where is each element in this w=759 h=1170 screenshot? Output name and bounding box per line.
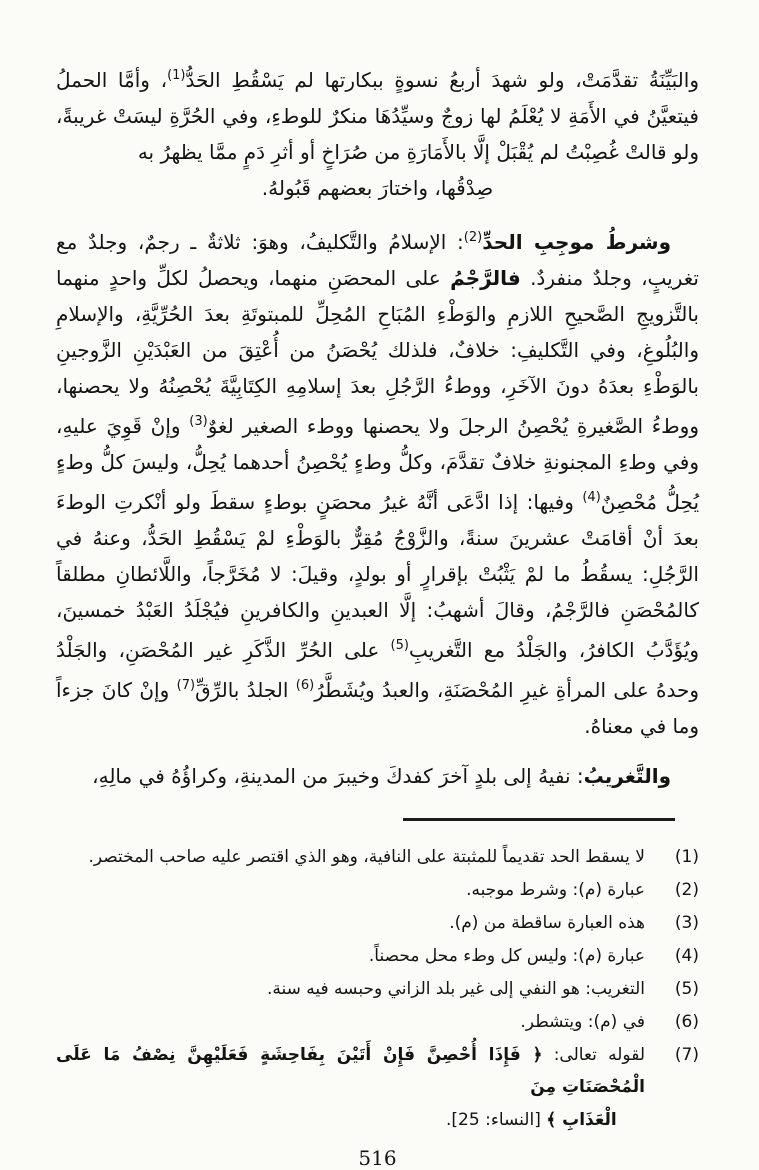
text-segment: التغريب: هو النفي إلى غير بلد الزاني وحبسه فيه سنة.: [266, 979, 645, 999]
footnote-text: [56, 907, 645, 939]
paragraph-conditions-of-hadd: [56, 220, 699, 744]
text-segment: هذه العبارة ساقطة من (م).: [449, 913, 645, 933]
text-segment: الجلدُ بالرِّقِّ: [195, 678, 296, 702]
bold-lead-in: وشرطُ موجِبِ الحدِّ: [482, 230, 671, 254]
footnote-ref-marker: (4): [582, 490, 601, 505]
footnote-7: [56, 1039, 699, 1103]
footnote-6: [56, 1006, 699, 1038]
footnote-3: [56, 907, 699, 939]
text-segment: وإنْ قَوِيَ عليهِ، وفي وطءِ المجنونةِ خلافٌ تقدَّمَ، وكلُّ وطءٍ يُحْصِنُ أحدهما يُحِلُّ، وليسَ كلُّ وطءٍ يُحِلُّ مُحْصِنٌ: [56, 414, 700, 514]
bold-lead-in: والتَّغريبُ: [583, 764, 671, 788]
paragraph-evidence: [56, 58, 699, 170]
footnote-text: [56, 940, 645, 972]
footnote-ref-marker: (1): [167, 68, 186, 83]
paragraph-banishment: [56, 758, 699, 794]
text-segment: [النساء: 25].: [446, 1110, 547, 1130]
footnote-ref-marker: (7): [176, 678, 196, 693]
footnote-number: (4): [674, 946, 699, 966]
footnote-4: [56, 940, 699, 972]
footnote-number: (1): [674, 847, 699, 867]
footnote-7-continuation: [56, 1104, 699, 1136]
footnote-text: [56, 874, 645, 906]
footnote-text: [56, 841, 645, 873]
text-segment: لقوله تعالى:: [542, 1045, 645, 1065]
text-segment: : نفيهُ إلى بلدٍ آخرَ كفدكَ وخيبرَ من المدينةِ، وكراؤُهُ في مالِهِ،: [92, 764, 584, 788]
footnote-number: (3): [674, 913, 699, 933]
footnote-number: (5): [674, 979, 699, 999]
footnote-ref-marker: (2): [463, 230, 483, 245]
footnote-number: (2): [674, 880, 699, 900]
text-segment: وإنْ كانَ جزءاً وما في معناهُ.: [56, 678, 699, 738]
quran-verse: ﴿ فَإِذَا أُحْصِنَّ فَإِنْ أَتَيْنَ بِفَاحِشَةٍ فَعَلَيْهِنَّ نِصْفُ مَا عَلَى الْمُحْصَنَاتِ مِنَ: [56, 1045, 645, 1097]
bold-lead-in: فالرَّجْمُ: [450, 266, 521, 290]
footnote-ref-marker: (3): [189, 414, 208, 429]
text-segment: عبارة (م): وليس كل وطء محل محصناً.: [368, 946, 645, 966]
footnote-1: [56, 841, 699, 873]
text-segment: وفيها: إذا ادَّعَى أنَّهُ غيرُ محصَنٍ بوطءٍ سقطَ ولو أنْكرتِ الوطءَ بعدَ أنْ أقامَتْ عشرينَ سنةً، والزَّوْجُ مُقِرٌّ بالوَطْءِ لمْ يَسْقُطِ الحَدُّ، وعنهُ في الرَّجُلِ: يسقُطُ ما لمْ يَثْبُتْ بإقرارٍ أو بولدٍ، وقيلَ: لا مُخَرَّجاً، واللَّائطانِ مطلقاً كالمُحْصَنِ فالرَّجْمُ، وقالَ أشهبُ: إلَّا العبدينِ والكافرينِ فيُجْلَدُ العَبْدُ خمسينَ، ويُؤَدَّبُ الكافرُ، والجَلْدُ مع التَّغريبِ: [56, 490, 699, 662]
paragraph-evidence-last-line: صِدْقُها، واختارَ بعضهم قَبُولهُ.: [261, 176, 494, 200]
footnote-text: [56, 1006, 645, 1038]
footnote-text: [56, 973, 645, 1005]
footnote-ref-marker: (5): [390, 638, 409, 653]
text-segment: على الحُرِّ الذَّكَرِ غير المُحْصَنِ، والجَلْدُ وحدهُ على المرأةِ غيرِ المُحْصَنَةِ، والعبدُ ويُشَطَّرُ: [56, 638, 700, 702]
footnote-separator-rule: [403, 818, 675, 821]
main-text-block: [56, 58, 699, 794]
quran-verse: الْعَذَابِ ﴾: [546, 1110, 617, 1130]
text-segment: والبَيِّنَةُ تقدَّمَتْ، ولو شهدَ أربعُ نسوةٍ ببكارتها لم يَسْقُطِ الحَدُّ: [185, 68, 699, 92]
text-segment: على المحصَنِ منهما، ويحصلُ لكلِّ واحدٍ منهما بالتَّزويجِ الصَّحيحِ اللازمِ والوَطْءِ المُبَاحِ المُحِلِّ للمبتوتَةِ بعدَ الحُرِّيَّةِ، والإسلامِ والبُلُوغِ، وفي التَّكليفِ: خلافٌ، فلذلك يُحْصَنُ من أُعْتِقَ من العَبْدَيْنِ الزَّوجينِ بالوَطْءِ بعدَهُ دونَ الآخَرِ، ووطءُ الرَّجُلِ بعدَ إسلامِهِ الكِتَابِيَّةَ يُحْصِنُهُ ولا يحصنها، ووطءُ الصَّغيرةِ يُحْصِنُ الرجلَ ولا يحصنها ووطء الصغير لغوٌ: [56, 266, 699, 438]
footnote-ref-marker: (6): [295, 678, 315, 693]
text-segment: عبارة (م): وشرط موجبه.: [466, 880, 645, 900]
footnote-text-quran: [56, 1039, 645, 1103]
text-segment: لا يسقط الحد تقديماً للمثبتة على النافية، وهو الذي اقتصر عليه صاحب المختصر.: [88, 847, 645, 867]
footnote-2: [56, 874, 699, 906]
page-number: 516: [358, 1146, 397, 1170]
text-segment: : الإسلامُ والتَّكليفُ، وهوَ: ثلاثةٌ ـ رجمٌ، وجلدٌ مع تغريبٍ، وجلدٌ منفردٌ.: [56, 230, 699, 290]
footnotes-block: [56, 841, 699, 1136]
text-segment: في (م): ويتشطر.: [520, 1012, 645, 1032]
footnote-5: [56, 973, 699, 1005]
text-segment: ، وأمَّا الحملُ فيتعيَّنُ في الأَمَةِ لا يُعْلَمُ لها زوجٌ وسيِّدُهَا منكرٌ للوطءِ، وفي الحُرَّةِ ليسَتْ غريبةً، ولو قالتْ غُصِبْتُ لم يُقْبَلْ إلَّا بالأَمَارَةِ من صُرَاخٍ أو أثرِ دَمٍ ممَّا يظهرُ به: [56, 68, 699, 164]
footnote-number: (7): [674, 1045, 699, 1065]
footnote-number: (6): [674, 1012, 699, 1032]
